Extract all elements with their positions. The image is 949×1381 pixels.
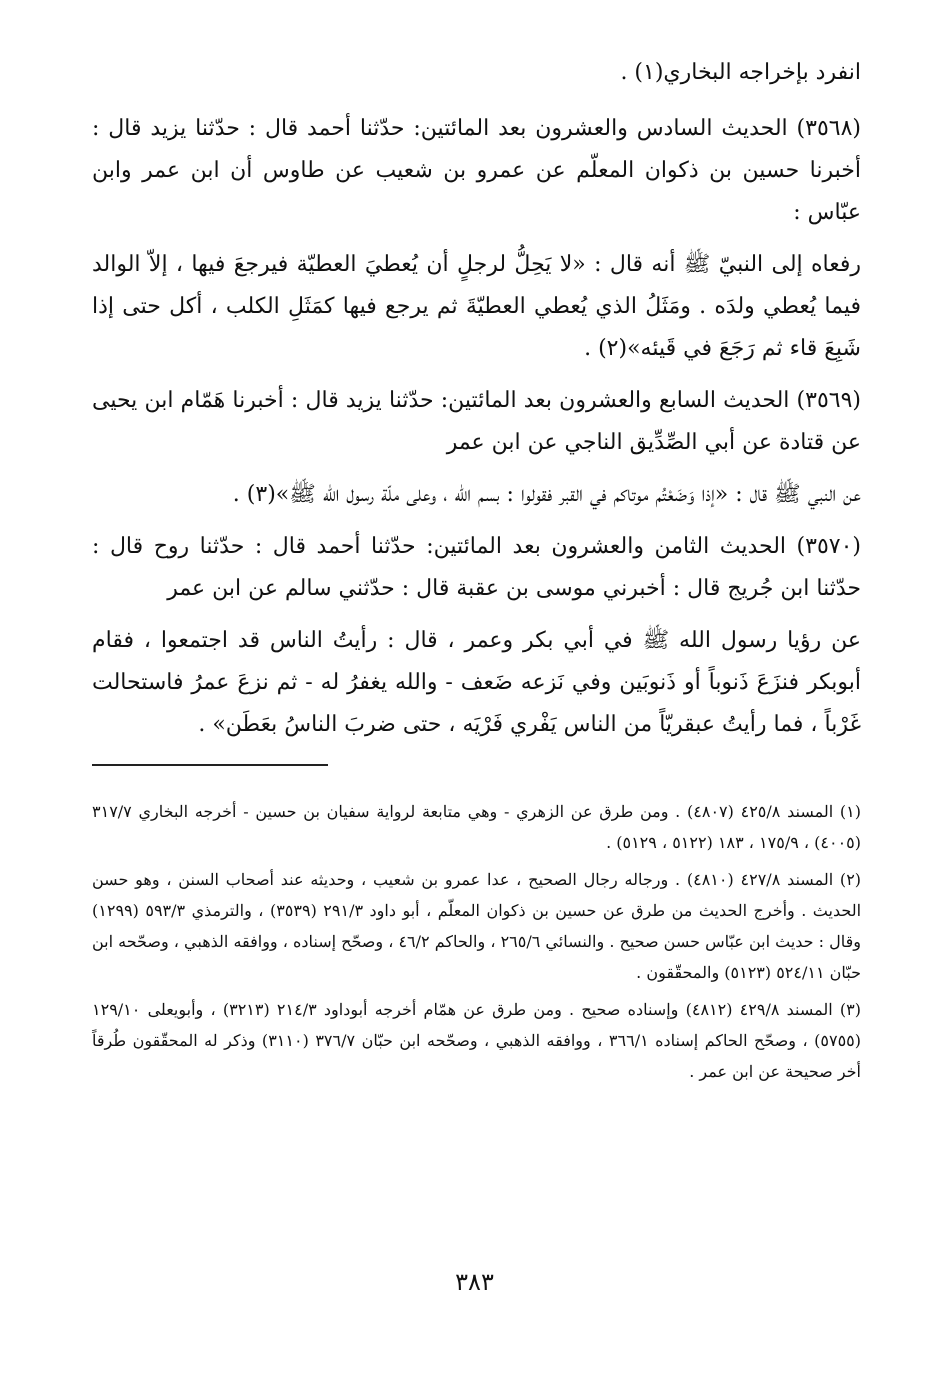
footnote-divider (92, 764, 328, 766)
hadith-3568-text: رفعاه إلى النبيّ ﷺ أنه قال : «لا يَحِلُّ لرجلٍ أن يُعطيَ العطيّة فيرجعَ فيها ، إلاّ الوالد فيما يُعطي ولدَه . ومَثَلُ الذي يُعطي العطيّةَ ثم يرجع فيها كمَثَلِ الكلب ، أكل حتى إذا شَبِعَ قاء ثم رَجَعَ في قَيئه»(٢) . (92, 252, 861, 361)
footnote-3: (٣) المسند ٤٢٩/٨ (٤٨١٢) وإسناده صحيح . ومن طرق عن همّام أخرجه أبوداود ٢١٤/٣ (٣٢١٣) ، وأبويعلى ١٢٩/١٠ (٥٧٥٥) ، وصحّح الحاكم إسناده ٣٦٦/١ ، ووافقه الذهبي ، وصحّحه ابن حبّان ٣٧٦/٧ (٣١١٠) وذكر له المحقّقون طُرقاً أخر صحيحة عن ابن عمر . (92, 1000, 862, 1081)
hadith-3570-text: عن رؤيا رسول الله ﷺ في أبي بكر وعمر ، قال : رأيتُ الناس قد اجتمعوا ، فقام أبوبكر فنزَعَ ذَنوباً أو ذَنوبَين وفي نَزعه ضَعف - والله يغفرُ له - ثم نزعَ عمرُ فاستحالت غَرْباً ، فما رأيتُ عبقريّاً من الناس يَفْري فَرْيَه ، حتى ضربَ الناسُ بعَطَن» . (92, 628, 862, 737)
hadith-3569-text: عن النبي ﷺ قال : «إذا وَضَعْتُم موتاكم في القبر فقولوا : بسم الله ، وعلى ملّة رسول الله ﷺ»(٣) . (232, 482, 861, 507)
page-number: ٣٨٣ (455, 1268, 494, 1296)
hadith-3569-chain: (٣٥٦٩) الحديث السابع والعشرون بعد المائتين: حدّثنا يزيد قال : أخبرنا هَمّام ابن يحيى عن قتادة عن أبي الصِّدِّيق الناجي عن ابن عمر (92, 388, 861, 455)
intro-paragraph: انفرد بإخراجه البخاري(١) . (620, 60, 861, 85)
footnote-1: (١) المسند ٤٢٥/٨ (٤٨٠٧) . ومن طرق عن الزهري - وهي متابعة لرواية سفيان بن حسين - أخرجه البخاري ٣١٧/٧ (٤٠٠٥) ، ١٧٥/٩ ، ١٨٣ (٥١٢٢ ، ٥١٢٩) . (92, 802, 862, 852)
footnote-2: (٢) المسند ٤٢٧/٨ (٤٨١٠) . ورجاله رجال الصحيح ، عدا عمرو بن شعيب ، وحديثه عند أصحاب السنن ، وهو حسن الحديث . وأخرج الحديث من طرق عن حسين بن ذكوان المعلّم ، أبو داود ٢٩١/٣ (٣٥٣٩) ، والترمذي ٥٩٣/٣ (١٢٩٩) وقال : حديث ابن عبّاس حسن صحيح . والنسائي ٢٦٥/٦ ، والحاكم ٤٦/٢ ، وصحّح إسناده ، ووافقه الذهبي ، وصحّحه ابن حبّان ٥٢٤/١١ (٥١٢٣) والمحقّقون . (91, 870, 862, 982)
hadith-3568-chain: (٣٥٦٨) الحديث السادس والعشرون بعد المائتين: حدّثنا أحمد قال : حدّثنا يزيد قال : أخبرنا حسين بن ذكوان المعلّم عن عمرو بن شعيب عن طاوس أن ابن عمر وابن عبّاس : (92, 116, 861, 225)
hadith-3570-chain: (٣٥٧٠) الحديث الثامن والعشرون بعد المائتين: حدّثنا أحمد قال : حدّثنا روح قال : حدّثنا ابن جُريج قال : أخبرني موسى بن عقبة قال : حدّثني سالم عن ابن عمر (92, 534, 861, 601)
